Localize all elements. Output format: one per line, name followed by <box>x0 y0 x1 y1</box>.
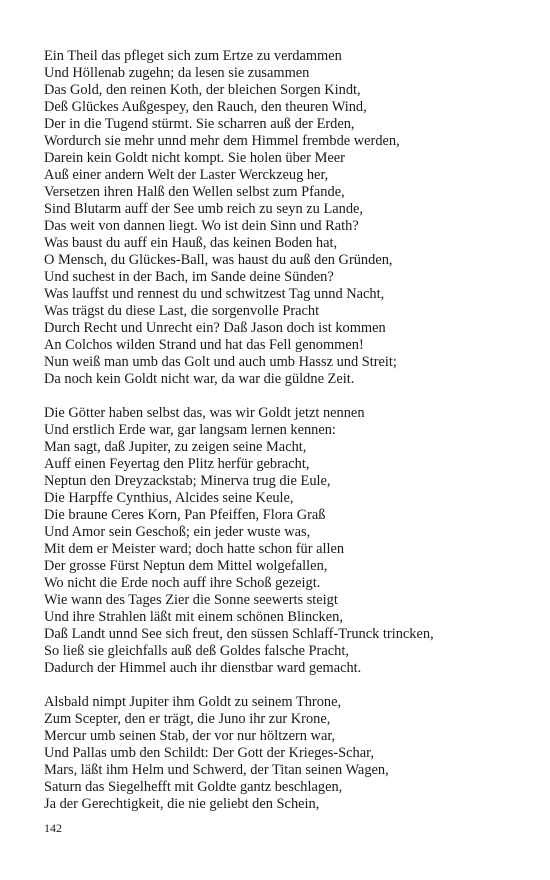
stanza-2 <box>44 405 544 677</box>
poem-line: Auff einen Feyertag den Plitz herfür gebracht, <box>44 456 310 472</box>
poem-line: Auß einer andern Welt der Laster Werckzeug her, <box>44 167 329 183</box>
poem-line: Was trägst du diese Last, die sorgenvolle Pracht <box>44 303 320 319</box>
page-number: 142 <box>44 821 62 835</box>
poem-body <box>44 48 544 813</box>
poem-line: Wie wann des Tages Zier die Sonne seewerts steigt <box>44 592 338 608</box>
poem-line: Versetzen ihren Halß den Wellen selbst zum Pfande, <box>44 184 345 200</box>
poem-line: Man sagt, daß Jupiter, zu zeigen seine Macht, <box>44 439 307 455</box>
poem-line: Da noch kein Goldt nicht war, da war die güldne Zeit. <box>44 371 355 387</box>
poem-line: Alsbald nimpt Jupiter ihm Goldt zu seinem Throne, <box>44 694 342 710</box>
poem-line: Und erstlich Erde war, gar langsam lernen kennen: <box>44 422 336 438</box>
poem-line: Die Götter haben selbst das, was wir Goldt jetzt nennen <box>44 405 365 421</box>
stanza-1 <box>44 48 544 388</box>
poem-line: Ja der Gerechtigkeit, die nie geliebt den Schein, <box>44 796 320 812</box>
poem-line: Und Pallas umb den Schildt: Der Gott der Krieges-Schar, <box>44 745 374 761</box>
poem-line: Saturn das Siegelhefft mit Goldte gantz beschlagen, <box>44 779 343 795</box>
poem-line: So ließ sie gleichfalls auß deß Goldes falsche Pracht, <box>44 643 349 659</box>
poem-line: Die Harpffe Cynthius, Alcides seine Keule, <box>44 490 294 506</box>
poem-line: An Colchos wilden Strand und hat das Fell genommen! <box>44 337 364 353</box>
poem-line: Mit dem er Meister ward; doch hatte schon für allen <box>44 541 345 557</box>
stanza-3 <box>44 694 544 813</box>
poem-line: Deß Glückes Außgespey, den Rauch, den theuren Wind, <box>44 99 367 115</box>
poem-line: Und ihre Strahlen läßt mit einem schönen Blincken, <box>44 609 343 625</box>
poem-line: Und Höllenab zugehn; da lesen sie zusammen <box>44 65 310 81</box>
poem-line: Die braune Ceres Korn, Pan Pfeiffen, Flora Graß <box>44 507 326 523</box>
poem-line: Daß Landt unnd See sich freut, den süssen Schlaff-Trunck trincken, <box>44 626 434 642</box>
poem-line: Ein Theil das pfleget sich zum Ertze zu verdammen <box>44 48 342 64</box>
poem-line: Zum Scepter, den er trägt, die Juno ihr zur Krone, <box>44 711 331 727</box>
poem-line: Das weit von dannen liegt. Wo ist dein Sinn und Rath? <box>44 218 359 234</box>
poem-line: Mercur umb seinen Stab, der vor nur höltzern war, <box>44 728 336 744</box>
poem-line: Nun weiß man umb das Golt und auch umb Hassz und Streit; <box>44 354 397 370</box>
poem-line: Wordurch sie mehr unnd mehr dem Himmel frembde werden, <box>44 133 400 149</box>
poem-line: Neptun den Dreyzackstab; Minerva trug die Eule, <box>44 473 331 489</box>
poem-line: Der in die Tugend stürmt. Sie scharren auß der Erden, <box>44 116 355 132</box>
poem-line: Wo nicht die Erde noch auff ihre Schoß gezeigt. <box>44 575 321 591</box>
poem-line: Was baust du auff ein Hauß, das keinen Boden hat, <box>44 235 338 251</box>
poem-line: Und Amor sein Geschoß; ein jeder wuste was, <box>44 524 311 540</box>
poem-line: O Mensch, du Glückes-Ball, was haust du auß den Gründen, <box>44 252 393 268</box>
poem-line: Sind Blutarm auff der See umb reich zu seyn zu Lande, <box>44 201 364 217</box>
poem-line: Das Gold, den reinen Koth, der bleichen Sorgen Kindt, <box>44 82 361 98</box>
poem-line: Und suchest in der Bach, im Sande deine Sünden? <box>44 269 334 285</box>
poem-line: Durch Recht und Unrecht ein? Daß Jason doch ist kommen <box>44 320 386 336</box>
poem-line: Was lauffst und rennest du und schwitzest Tag unnd Nacht, <box>44 286 385 302</box>
poem-line: Dadurch der Himmel auch ihr dienstbar ward gemacht. <box>44 660 362 676</box>
poem-line: Darein kein Goldt nicht kompt. Sie holen über Meer <box>44 150 345 166</box>
poem-line: Der grosse Fürst Neptun dem Mittel wolgefallen, <box>44 558 328 574</box>
poem-line: Mars, läßt ihm Helm und Schwerd, der Titan seinen Wagen, <box>44 762 389 778</box>
